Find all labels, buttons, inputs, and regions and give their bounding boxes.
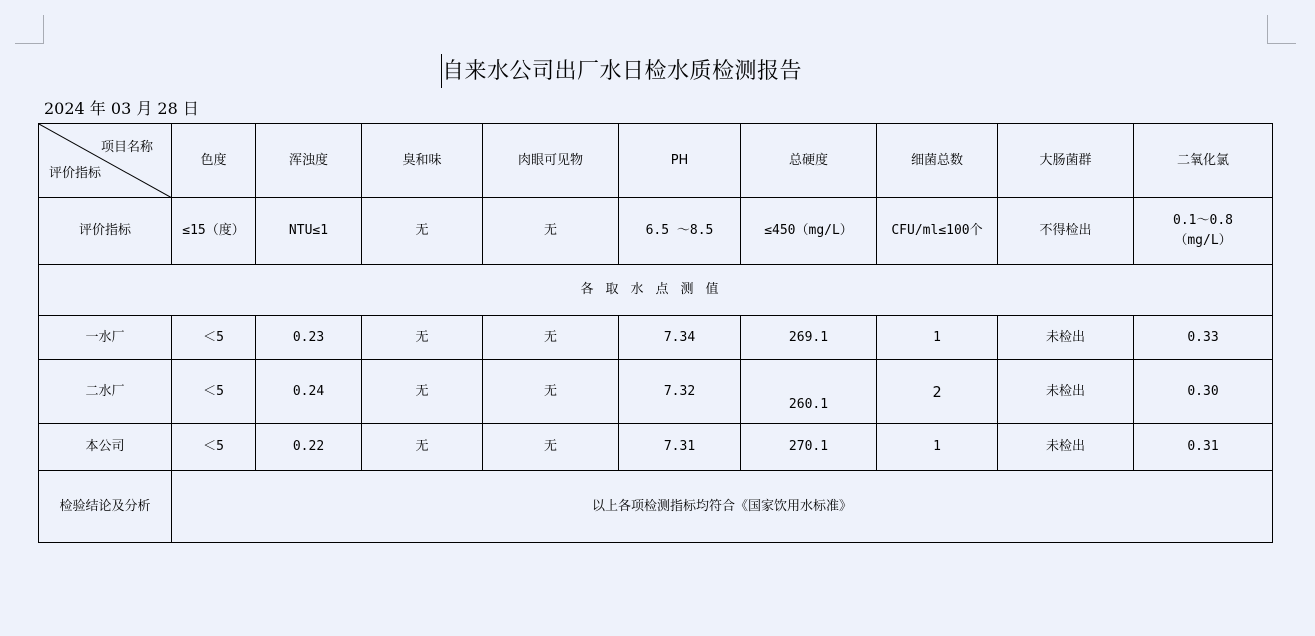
table-row — [39, 360, 1273, 424]
standard-cell[interactable]: ≤15（度） — [172, 198, 256, 265]
report-date[interactable]: 2024 年 03 月 28 日 — [44, 99, 199, 118]
standard-cell[interactable]: 6.5 ～8.5 — [619, 198, 741, 265]
header-cell-turbidity[interactable]: 浑浊度 — [256, 124, 362, 198]
table-cell[interactable]: 无 — [483, 360, 619, 424]
conclusion-text[interactable]: 以上各项检测指标均符合《国家饮用水标准》 — [172, 471, 1273, 543]
table-cell[interactable]: 无 — [483, 424, 619, 471]
header-cell-chlorine-dioxide[interactable]: 二氧化氯 — [1134, 124, 1273, 198]
table-cell[interactable]: 未检出 — [998, 316, 1134, 360]
row-label[interactable]: 一水厂 — [39, 316, 172, 360]
table-cell-value: 260.1 — [788, 396, 829, 412]
standard-row — [39, 198, 1273, 265]
standard-cell[interactable]: CFU/ml≤100个 — [877, 198, 998, 265]
table-cell[interactable]: 0.30 — [1134, 360, 1273, 424]
table-cell[interactable]: 0.33 — [1134, 316, 1273, 360]
table-cell[interactable]: 未检出 — [998, 424, 1134, 471]
standard-cell-chlorine[interactable] — [1134, 198, 1273, 265]
corner-bottom-label: 评价指标 — [49, 166, 102, 181]
crop-mark-top-left — [15, 15, 44, 44]
standard-cell[interactable]: 无 — [483, 198, 619, 265]
table-cell[interactable]: 无 — [483, 316, 619, 360]
header-cell-visible-matter[interactable]: 肉眼可见物 — [483, 124, 619, 198]
standard-chlorine-unit: （mg/L） — [1174, 233, 1232, 248]
table-cell[interactable]: 269.1 — [741, 316, 877, 360]
header-cell-odor[interactable]: 臭和味 — [362, 124, 483, 198]
section-label[interactable]: 各取水点测值 — [39, 265, 1273, 316]
header-row — [39, 124, 1273, 198]
table-cell[interactable]: 7.34 — [619, 316, 741, 360]
corner-top-label: 项目名称 — [100, 140, 153, 155]
standard-row-label[interactable]: 评价指标 — [39, 198, 172, 265]
table-cell[interactable]: 无 — [362, 316, 483, 360]
header-cell-ph[interactable]: PH — [619, 124, 741, 198]
table-cell[interactable]: 0.31 — [1134, 424, 1273, 471]
header-cell-color[interactable]: 色度 — [172, 124, 256, 198]
table-cell[interactable]: 1 — [877, 316, 998, 360]
header-cell-coliform[interactable]: 大肠菌群 — [998, 124, 1134, 198]
table-cell[interactable]: 0.24 — [256, 360, 362, 424]
table-cell[interactable] — [741, 360, 877, 424]
table-cell[interactable]: 2 — [877, 360, 998, 424]
standard-chlorine-range: 0.1～0.8 — [1173, 213, 1233, 228]
table-row — [39, 316, 1273, 360]
table-cell[interactable]: 7.31 — [619, 424, 741, 471]
standard-cell[interactable]: NTU≤1 — [256, 198, 362, 265]
table-cell[interactable]: 7.32 — [619, 360, 741, 424]
conclusion-label[interactable]: 检验结论及分析 — [39, 471, 172, 543]
row-label[interactable]: 二水厂 — [39, 360, 172, 424]
standard-cell[interactable]: ≤450（mg/L） — [741, 198, 877, 265]
row-label[interactable]: 本公司 — [39, 424, 172, 471]
table-cell[interactable]: ＜5 — [172, 316, 256, 360]
diagonal-line — [39, 124, 172, 198]
table-cell[interactable]: 1 — [877, 424, 998, 471]
table-cell[interactable]: 未检出 — [998, 360, 1134, 424]
table-cell[interactable]: 0.23 — [256, 316, 362, 360]
header-cell-hardness[interactable]: 总硬度 — [741, 124, 877, 198]
corner-header-cell[interactable] — [39, 124, 172, 198]
standard-cell[interactable]: 无 — [362, 198, 483, 265]
report-table — [38, 123, 1273, 543]
table-cell[interactable]: ＜5 — [172, 424, 256, 471]
table-cell[interactable]: 无 — [362, 424, 483, 471]
conclusion-row — [39, 471, 1273, 543]
crop-mark-top-right — [1267, 15, 1296, 44]
standard-cell[interactable]: 不得检出 — [998, 198, 1134, 265]
table-cell[interactable]: 270.1 — [741, 424, 877, 471]
section-row — [39, 265, 1273, 316]
table-cell[interactable]: 0.22 — [256, 424, 362, 471]
report-title[interactable]: 自来水公司出厂水日检水质检测报告 — [442, 59, 803, 84]
table-row — [39, 424, 1273, 471]
table-cell[interactable]: 无 — [362, 360, 483, 424]
table-cell[interactable]: ＜5 — [172, 360, 256, 424]
header-cell-bacteria[interactable]: 细菌总数 — [877, 124, 998, 198]
